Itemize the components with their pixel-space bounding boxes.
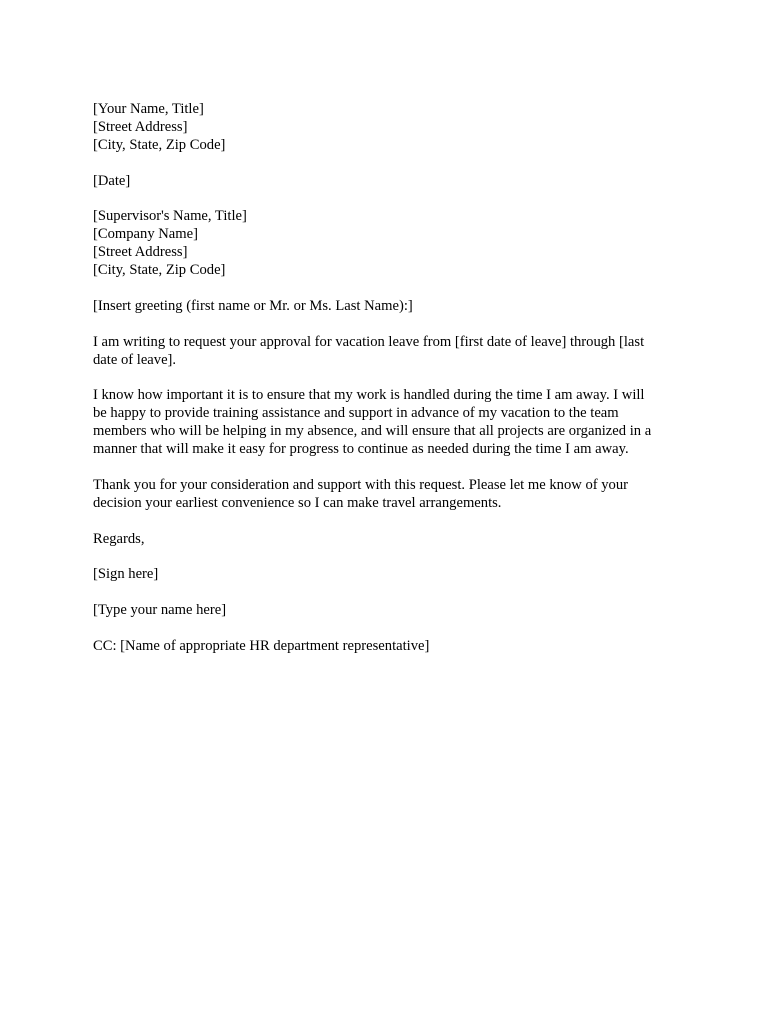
typed-name: [Type your name here] [93, 602, 227, 619]
paragraph-line: Thank you for your consideration and support with this request. Please let me know of your [93, 476, 628, 493]
date-block [93, 173, 683, 191]
letter-date: [Date] [93, 172, 131, 189]
sender-street: [Street Address] [93, 118, 188, 135]
sender-city-state-zip: [City, State, Zip Code] [93, 136, 226, 153]
sender-address-block [93, 101, 683, 155]
cc-block [93, 638, 683, 656]
paragraph-line: manner that will make it easy for progress to continue as needed during the time I am away. [93, 441, 629, 458]
signature-block [93, 566, 683, 584]
paragraph-line: I know how important it is to ensure that my work is handled during the time I am away. I will [93, 387, 645, 404]
paragraph-line: I am writing to request your approval for vacation leave from [first date of leave] through [last [93, 333, 645, 350]
paragraph-line: date of leave]. [93, 351, 177, 368]
closing-block [93, 531, 683, 549]
body-paragraph-2 [93, 387, 683, 459]
signature-placeholder: [Sign here] [93, 566, 159, 583]
body-paragraph-1 [93, 334, 683, 370]
letter-body [93, 101, 683, 674]
closing: Regards, [93, 530, 145, 547]
cc-line: CC: [Name of appropriate HR department representative] [93, 638, 430, 655]
paragraph-line: members who will be helping in my absence, and will ensure that all projects are organized in a [93, 423, 652, 440]
typed-name-block [93, 602, 683, 620]
recipient-street: [Street Address] [93, 244, 188, 261]
recipient-company: [Company Name] [93, 226, 198, 243]
recipient-address-block [93, 208, 683, 280]
recipient-city-state-zip: [City, State, Zip Code] [93, 262, 226, 279]
sender-name-title: [Your Name, Title] [93, 101, 204, 117]
paragraph-line: be happy to provide training assistance and support in advance of my vacation to the team [93, 405, 619, 422]
greeting-block [93, 298, 683, 316]
paragraph-line: decision your earliest convenience so I can make travel arrangements. [93, 494, 502, 511]
body-paragraph-3 [93, 477, 683, 513]
recipient-name-title: [Supervisor's Name, Title] [93, 208, 247, 225]
greeting: [Insert greeting (first name or Mr. or Ms. Last Name):] [93, 297, 413, 314]
